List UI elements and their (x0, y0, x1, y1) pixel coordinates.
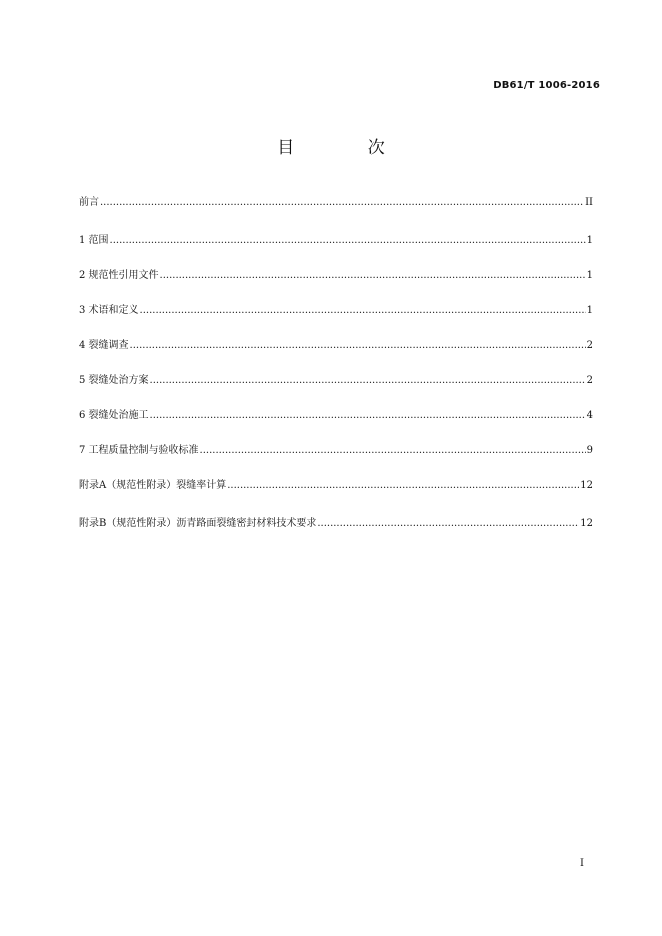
toc-item-page: 1 (586, 305, 593, 316)
toc-leader-dots (317, 515, 579, 532)
toc-item-terms-definitions[interactable] (79, 302, 593, 319)
toc-item-page: 1 (586, 270, 593, 281)
toc-item-appendix-b[interactable] (79, 515, 593, 532)
toc-item-normative-references[interactable] (79, 267, 593, 284)
toc-item-page: 2 (586, 340, 593, 351)
toc-leader-dots (200, 442, 586, 459)
toc-item-crack-treatment-construction[interactable] (79, 407, 593, 424)
toc-leader-dots (160, 267, 586, 284)
toc-leader-dots (150, 407, 586, 424)
page-number: I (580, 858, 584, 869)
toc-item-label: 7 工程质量控制与验收标准 (79, 445, 199, 456)
toc-leader-dots (100, 194, 584, 211)
toc-item-label: 附录B（规范性附录）沥青路面裂缝密封材料技术要求 (79, 518, 317, 529)
toc-item-page: 1 (586, 235, 593, 246)
toc-leader-dots (227, 477, 579, 494)
toc-item-scope[interactable] (79, 232, 593, 249)
toc-item-page: 4 (586, 410, 593, 421)
toc-item-appendix-a[interactable] (79, 477, 593, 494)
toc-item-page: 12 (580, 480, 593, 491)
toc-item-label: 3 术语和定义 (79, 305, 139, 316)
toc-item-page: 12 (580, 518, 593, 529)
toc-item-label: 前言 (79, 197, 99, 208)
toc-item-label: 1 范围 (79, 235, 109, 246)
toc-item-crack-survey[interactable] (79, 337, 593, 354)
toc-leader-dots (150, 372, 586, 389)
table-of-contents (79, 194, 593, 532)
toc-item-label: 4 裂缝调查 (79, 340, 129, 351)
toc-title: 目 次 (277, 138, 419, 158)
toc-item-label: 5 裂缝处治方案 (79, 375, 149, 386)
document-code: DB61/T 1006-2016 (493, 80, 600, 91)
toc-item-page: II (585, 197, 593, 208)
toc-item-label: 附录A（规范性附录）裂缝率计算 (79, 480, 227, 491)
toc-item-quality-control[interactable] (79, 442, 593, 459)
toc-item-label: 2 规范性引用文件 (79, 270, 159, 281)
toc-item-page: 9 (586, 445, 593, 456)
toc-item-crack-treatment-plan[interactable] (79, 372, 593, 389)
toc-item-label: 6 裂缝处治施工 (79, 410, 149, 421)
toc-item-page: 2 (586, 375, 593, 386)
toc-leader-dots (110, 232, 586, 249)
toc-leader-dots (130, 337, 586, 354)
toc-leader-dots (140, 302, 586, 319)
toc-item-foreword[interactable] (79, 194, 593, 211)
